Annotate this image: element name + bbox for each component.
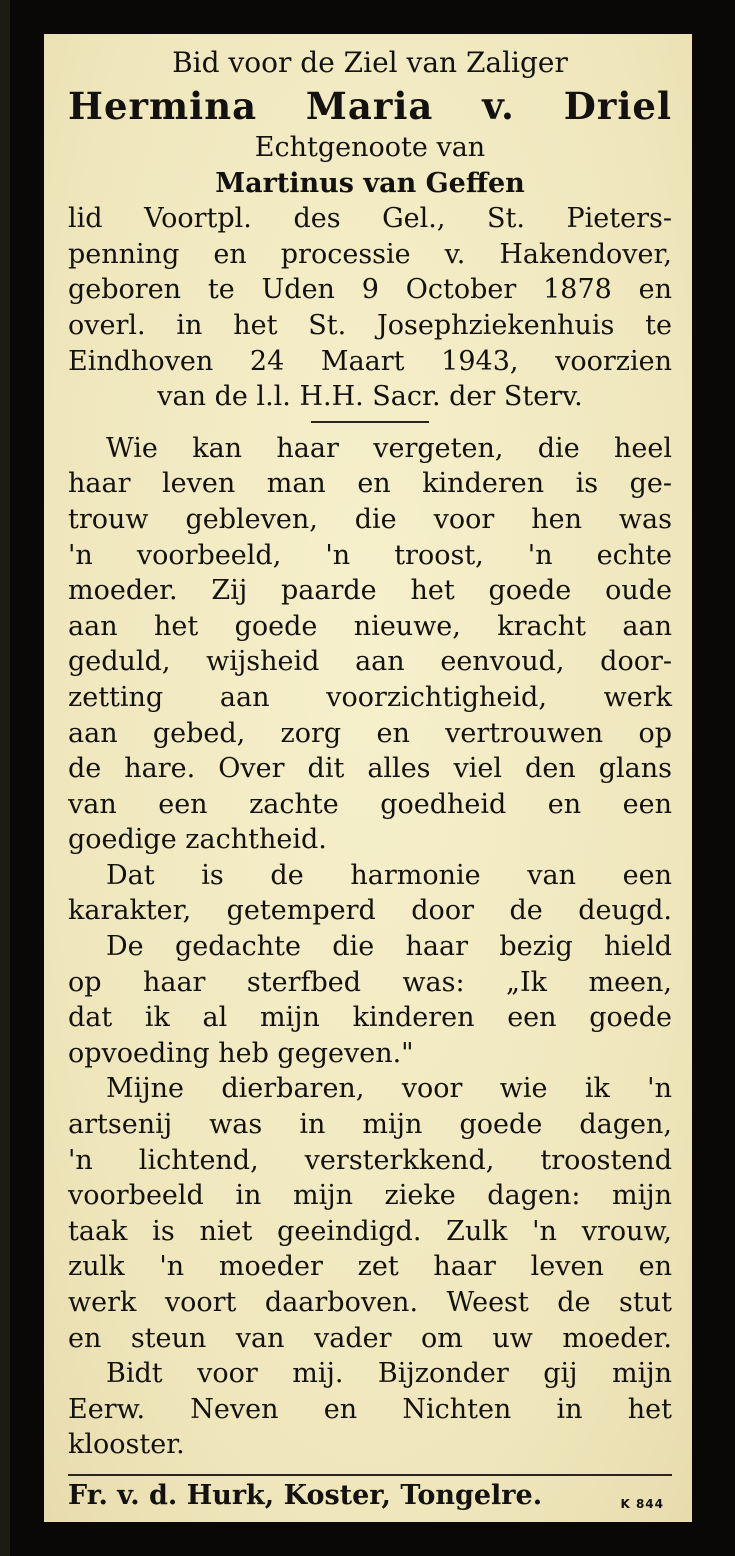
biography-line: overl. in het St. Josephziekenhuis te [68,309,672,341]
text-line: Mijne dierbaren, voor wie ik 'n [106,1073,672,1105]
paragraph-last-thought [68,929,672,1071]
husband-name: Martinus van Geffen [215,167,525,199]
print-code: K 844 [620,1497,664,1511]
biography-line: van de l.l. H.H. Sacr. der Sterv. [157,381,583,413]
card-edge [0,0,10,1556]
printer-name: Fr. v. d. Hurk, Koster, Tongelre. [68,1480,543,1511]
prayer-line: Bid voor de Ziel van Zaliger [172,46,568,79]
footer-divider [68,1474,672,1476]
text-line: aan gebed, zorg en vertrouwen op [68,717,672,749]
text-line: werk voort daarboven. Weest de stut [68,1287,672,1318]
text-line: Bidt voor mij. Bijzonder gij mijn [106,1358,672,1390]
text-line: artsenij was in mijn goede dagen, [68,1109,672,1141]
text-line: voorbeeld in mijn zieke dagen: mijn [68,1180,672,1212]
printer-footer [68,1478,672,1514]
text-line: Wie kan haar vergeten, die heel [106,432,672,464]
paragraph-farewell [68,1071,672,1356]
text-line: dat ik al mijn kinderen een goede [68,1002,672,1034]
text-line: 'n lichtend, versterkkend, troostend [68,1144,672,1176]
text-line: De gedachte die haar bezig hield [106,931,672,963]
biography-line: lid Voortpl. des Gel., St. Pieters- [68,203,672,235]
text-line: aan het goede nieuwe, kracht aan [68,610,672,642]
paragraph-prayer-request [68,1356,672,1463]
text-line: goedige zachtheid. [68,824,327,856]
text-line: opvoeding heb gegeven." [68,1037,414,1069]
text-line: haar leven man en kinderen is ge- [68,468,672,500]
deceased-name: Hermina Maria v. Driel [68,84,672,128]
text-line: de hare. Over dit alles viel den glans [68,753,672,785]
memorial-card [44,34,692,1522]
text-line: karakter, getemperd door de deugd. [68,895,672,927]
section-divider [311,421,429,423]
paragraph-tribute [68,431,672,858]
text-line: geduld, wijsheid aan eenvoud, door- [68,646,672,678]
text-line: moeder. Zij paarde het goede oude [68,575,672,607]
text-line: 'n voorbeeld, 'n troost, 'n echte [68,539,672,571]
text-line: en steun van vader om uw moeder. [68,1322,672,1354]
relation-line: Echtgenoote van [254,132,486,163]
text-line: zetting aan voorzichtigheid, werk [68,681,672,713]
biography-line: penning en processie v. Hakendover, [68,238,672,270]
text-line: Eerw. Neven en Nichten in het [68,1393,672,1425]
text-line: Dat is de harmonie van een [106,859,672,891]
biography-line: Eindhoven 24 Maart 1943, voorzien [68,345,672,377]
biography [68,201,672,415]
paragraph-harmony [68,858,672,929]
text-line: trouw gebleven, die voor hen was [68,503,672,535]
text-line: klooster. [68,1429,185,1461]
text-line: op haar sterfbed was: „Ik meen, [68,966,672,998]
text-line: zulk 'n moeder zet haar leven en [68,1251,672,1283]
text-line: taak is niet geeindigd. Zulk 'n vrouw, [68,1215,672,1247]
text-line: van een zachte goedheid en een [68,788,672,820]
biography-line: geboren te Uden 9 October 1878 en [68,274,672,306]
